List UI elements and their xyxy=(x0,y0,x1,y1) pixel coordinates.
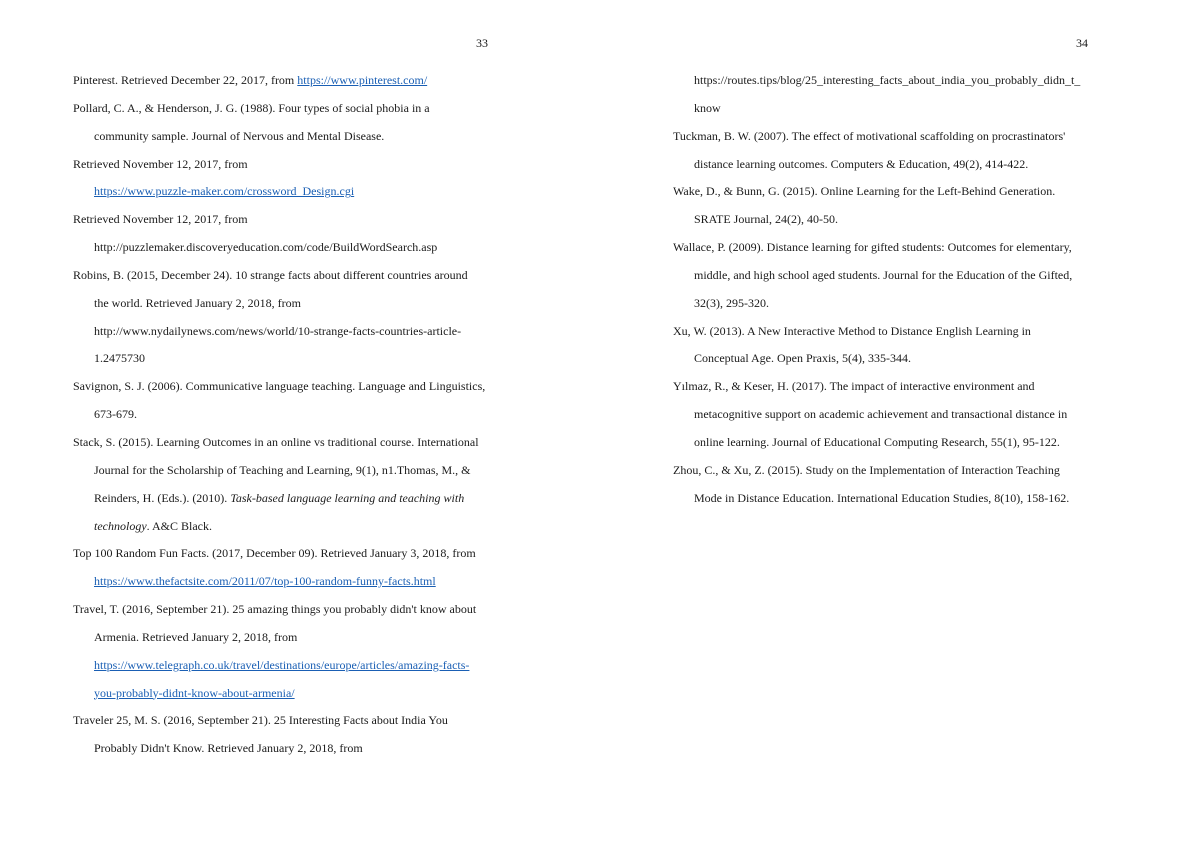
reference-line xyxy=(673,157,1193,185)
reference-link[interactable]: https://www.telegraph.co.uk/travel/destinations/europe/articles/amazing-facts- xyxy=(94,657,470,672)
reference-text: 1.2475730 xyxy=(94,351,145,366)
reference-line xyxy=(73,463,593,491)
reference-text: Retrieved November 12, 2017, from xyxy=(73,156,248,171)
reference-text: Stack, S. (2015). Learning Outcomes in an online vs traditional course. International xyxy=(73,434,479,449)
reference-line xyxy=(73,491,593,519)
reference-text: Journal for the Scholarship of Teaching and Learning, 9(1), n1.Thomas, M., & xyxy=(94,462,471,477)
reference-line xyxy=(73,658,593,686)
reference-line xyxy=(673,268,1193,296)
italic-text: Task-based language learning and teaching with xyxy=(230,490,465,505)
reference-text: Robins, B. (2015, December 24). 10 strange facts about different countries around xyxy=(73,267,468,282)
reference-line xyxy=(73,379,593,407)
reference-line xyxy=(73,101,593,129)
reference-line xyxy=(73,296,593,324)
reference-line xyxy=(673,184,1193,212)
reference-text: http://www.nydailynews.com/news/world/10-strange-facts-countries-article- xyxy=(94,323,462,338)
reference-text: Wake, D., & Bunn, G. (2015). Online Learning for the Left-Behind Generation. xyxy=(673,184,1056,199)
reference-text: Top 100 Random Fun Facts. (2017, December 09). Retrieved January 3, 2018, from xyxy=(73,546,476,561)
reference-text: Armenia. Retrieved January 2, 2018, from xyxy=(94,629,298,644)
page-number: 33 xyxy=(476,36,488,50)
reference-text: http://puzzlemaker.discoveryeducation.com/code/BuildWordSearch.asp xyxy=(94,240,438,255)
reference-line xyxy=(673,463,1193,491)
reference-line xyxy=(673,351,1193,379)
reference-text: the world. Retrieved January 2, 2018, from xyxy=(94,295,301,310)
reference-text: metacognitive support on academic achievement and transactional distance in xyxy=(694,407,1068,422)
reference-line xyxy=(673,379,1193,407)
reference-line xyxy=(73,324,593,352)
reference-line xyxy=(73,741,593,769)
reference-text: Traveler 25, M. S. (2016, September 21). 25 Interesting Facts about India You xyxy=(73,713,448,728)
reference-text: SRATE Journal, 24(2), 40-50. xyxy=(694,212,838,227)
reference-text: Reinders, H. (Eds.). (2010). xyxy=(94,490,231,505)
reference-line xyxy=(673,324,1193,352)
reference-line xyxy=(73,574,593,602)
reference-line xyxy=(73,407,593,435)
reference-list xyxy=(73,73,593,769)
reference-line xyxy=(673,240,1193,268)
reference-text: Zhou, C., & Xu, Z. (2015). Study on the Implementation of Interaction Teaching xyxy=(673,462,1060,477)
page-number: 34 xyxy=(1076,36,1088,50)
page-right xyxy=(600,0,1200,849)
reference-text: Probably Didn't Know. Retrieved January 2, 2018, from xyxy=(94,741,363,756)
reference-line xyxy=(673,296,1193,324)
reference-text: Mode in Distance Education. International Education Studies, 8(10), 158-162. xyxy=(694,490,1070,505)
reference-list xyxy=(673,73,1193,519)
reference-line xyxy=(73,546,593,574)
reference-line xyxy=(673,491,1193,519)
reference-text: Retrieved November 12, 2017, from xyxy=(73,212,248,227)
reference-line xyxy=(73,157,593,185)
reference-line xyxy=(73,212,593,240)
reference-text: Tuckman, B. W. (2007). The effect of motivational scaffolding on procrastinators' xyxy=(673,128,1066,143)
reference-line xyxy=(73,630,593,658)
reference-text: Pollard, C. A., & Henderson, J. G. (1988). Four types of social phobia in a xyxy=(73,100,430,115)
reference-text: https://routes.tips/blog/25_interesting_facts_about_india_you_probably_didn_t_ xyxy=(694,73,1081,87)
reference-text: Xu, W. (2013). A New Interactive Method to Distance English Learning in xyxy=(673,323,1031,338)
reference-line xyxy=(673,407,1193,435)
reference-line xyxy=(673,73,1193,101)
reference-line xyxy=(73,240,593,268)
reference-text: Travel, T. (2016, September 21). 25 amazing things you probably didn't know about xyxy=(73,602,477,617)
italic-text: technology xyxy=(94,518,147,533)
reference-line xyxy=(73,73,593,101)
reference-line xyxy=(673,129,1193,157)
reference-text: online learning. Journal of Educational Computing Research, 55(1), 95-122. xyxy=(694,434,1060,449)
reference-text: middle, and high school aged students. Journal for the Education of the Gifted, xyxy=(694,267,1073,282)
reference-link[interactable]: you-probably-didnt-know-about-armenia/ xyxy=(94,685,295,700)
reference-line xyxy=(73,268,593,296)
reference-text: . A&C Black. xyxy=(146,518,212,533)
reference-text: 673-679. xyxy=(94,407,137,422)
reference-line xyxy=(73,351,593,379)
reference-text: Pinterest. Retrieved December 22, 2017, from xyxy=(73,73,298,87)
reference-line xyxy=(73,713,593,741)
reference-line xyxy=(73,184,593,212)
reference-text: Savignon, S. J. (2006). Communicative language teaching. Language and Linguistics, xyxy=(73,379,486,394)
reference-line xyxy=(673,101,1193,129)
reference-line xyxy=(73,129,593,157)
reference-text: 32(3), 295-320. xyxy=(694,295,769,310)
reference-text: distance learning outcomes. Computers & Education, 49(2), 414-422. xyxy=(694,156,1029,171)
reference-line xyxy=(73,686,593,714)
reference-link[interactable]: https://www.puzzle-maker.com/crossword_Design.cgi xyxy=(94,184,355,199)
reference-line xyxy=(673,435,1193,463)
reference-text: Conceptual Age. Open Praxis, 5(4), 335-344. xyxy=(694,351,911,366)
reference-text: know xyxy=(694,100,721,115)
reference-link[interactable]: https://www.pinterest.com/ xyxy=(297,73,428,87)
reference-line xyxy=(73,519,593,547)
reference-line xyxy=(673,212,1193,240)
reference-text: Wallace, P. (2009). Distance learning for gifted students: Outcomes for elementary, xyxy=(673,240,1072,255)
reference-line xyxy=(73,602,593,630)
reference-text: Yılmaz, R., & Keser, H. (2017). The impact of interactive environment and xyxy=(673,379,1035,394)
reference-link[interactable]: https://www.thefactsite.com/2011/07/top-100-random-funny-facts.html xyxy=(94,574,436,589)
reference-line xyxy=(73,435,593,463)
reference-text: community sample. Journal of Nervous and Mental Disease. xyxy=(94,128,385,143)
